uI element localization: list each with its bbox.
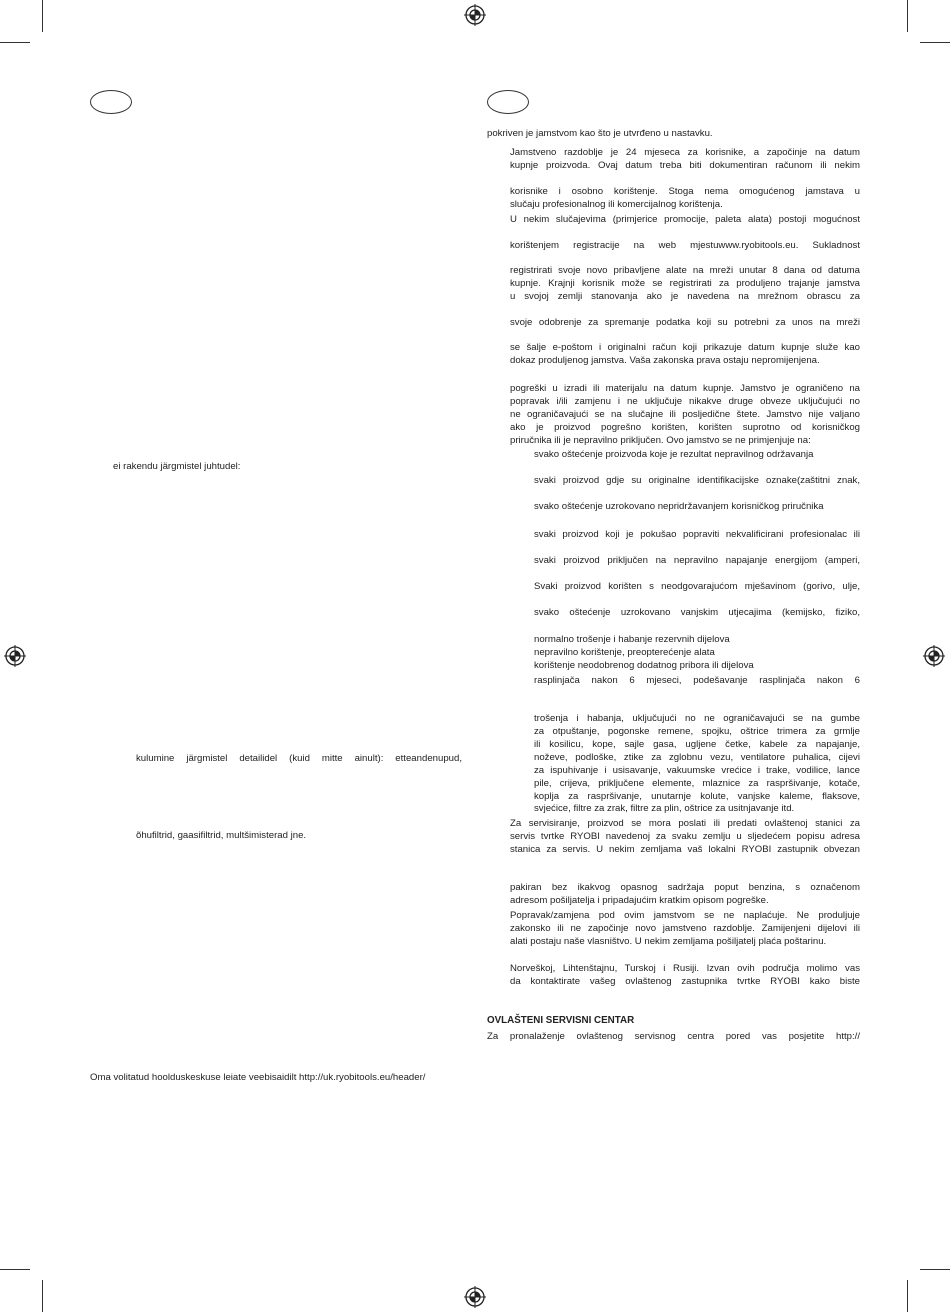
paragraph-line: Popravak/zamjena pod ovim jamstvom se ne naplaćuje. Ne produljuje <box>510 910 860 921</box>
exclusion-item: korištenje neodobrenog dodatnog pribora ili dijelova <box>534 660 754 671</box>
exclusion-item: nepravilno korištenje, preopterećenje alata <box>534 647 715 658</box>
service-center-heading: OVLAŠTENI SERVISNI CENTAR <box>487 1015 635 1026</box>
crop-mark <box>920 42 950 43</box>
paragraph-line: slučaju profesionalnog ili komercijalnog korištenja. <box>510 199 723 210</box>
paragraph-line: Jamstveno razdoblje je 24 mjeseca za korisnike, a započinje na datum <box>510 147 860 158</box>
crop-mark <box>0 42 30 43</box>
crop-mark <box>42 1280 43 1312</box>
exclusion-item: svaki proizvod gdje su originalne identifikacijske oznake(zaštitni znak, <box>534 475 860 486</box>
left-text-line: Oma volitatud hoolduskeskuse leiate veebisaidilt http://uk.ryobitools.eu/header/ <box>90 1072 426 1083</box>
language-badge-oval <box>90 90 132 114</box>
paragraph-line: servis tvrtke RYOBI navedenoj za svaku zemlju u sljedećem popisu adresa <box>510 831 860 842</box>
left-text-line: kulumine järgmistel detailidel (kuid mitte ainult): etteandenupud, <box>136 753 462 764</box>
exclusion-item: pile, crijeva, priključene elemente, mlaznice za raspršivanje, kotače, <box>534 778 860 789</box>
crop-mark <box>42 0 43 32</box>
paragraph-line: svoje odobrenje za spremanje podatka koji su potrebni za unos na mreži <box>510 317 860 328</box>
paragraph-line: registrirati svoje novo pribavljene alate na mreži unutar 8 dana od datuma <box>510 265 860 276</box>
paragraph-line: da kontaktirate vašeg ovlaštenog zastupnika tvrtke RYOBI kako biste <box>510 976 860 987</box>
paragraph-line: u svojoj zemlji stanovanja ako je navedena na mrežnom obrascu za <box>510 291 860 302</box>
crop-mark <box>0 1269 30 1270</box>
paragraph-line: popravak i/ili zamjenu i ne uključuje nikakve druge obveze uključujući no <box>510 396 860 407</box>
left-text-line: ei rakendu järgmistel juhtudel: <box>113 461 241 472</box>
registration-mark-icon <box>923 645 945 667</box>
exclusion-item: za ispuhivanje i usisavanje, vakuumske vrećice i trake, vodilice, lance <box>534 765 860 776</box>
registration-mark-icon <box>464 1286 486 1308</box>
exclusion-item: rasplinjača nakon 6 mjeseci, podešavanje rasplinjača nakon 6 <box>534 675 860 686</box>
exclusion-item: svako oštećenje proizvoda koje je rezultat nepravilnog održavanja <box>534 449 814 460</box>
paragraph-line: se šalje e-poštom i originalni račun koji prikazuje datum kupnje služe kao <box>510 342 860 353</box>
paragraph-line: U nekim slučajevima (primjerice promocije, paleta alata) postoji mogućnost <box>510 214 860 225</box>
crop-mark <box>920 1269 950 1270</box>
intro-line: pokriven je jamstvom kao što je utvrđeno u nastavku. <box>487 128 713 139</box>
paragraph-line: Za servisiranje, proizvod se mora poslati ili predati ovlaštenoj stanici za <box>510 818 860 829</box>
exclusion-item: svako oštećenje uzrokovano vanjskim utjecajima (kemijsko, fiziko, <box>534 607 860 618</box>
exclusion-item: ili kosilicu, kope, sajle gasa, ugljene četke, kabele za napajanje, <box>534 739 860 750</box>
left-text-line: õhufiltrid, gaasifiltrid, multšimisterad jne. <box>136 830 307 841</box>
exclusion-item: svako oštećenje uzrokovano nepridržavanjem korisničkog priručnika <box>534 501 824 512</box>
paragraph-line: pakiran bez ikakvog opasnog sadržaja poput benzina, s označenom <box>510 882 860 893</box>
registration-mark-icon <box>464 4 486 26</box>
crop-mark <box>907 1280 908 1312</box>
paragraph-line: Norveškoj, Lihtenštajnu, Turskoj i Rusiji. Izvan ovih područja molimo vas <box>510 963 860 974</box>
paragraph-line: stanica za servis. U nekim zemljama vaš lokalni RYOBI zastupnik obvezan <box>510 844 860 855</box>
paragraph-line: zakonsko ili ne započinje novo jamstveno razdoblje. Zamijenjeni dijelovi ili <box>510 923 860 934</box>
paragraph-line: korisnike i osobno korištenje. Stoga nema omogućenog jamstava u <box>510 186 860 197</box>
crop-mark <box>907 0 908 32</box>
paragraph-line: korištenjem registracije na web mjestuwww.ryobitools.eu. Sukladnost <box>510 240 860 251</box>
exclusion-item: Svaki proizvod korišten s neodgovarajućom mješavinom (gorivo, ulje, <box>534 581 860 592</box>
paragraph-line: dokaz produljenog jamstva. Vaša zakonska prava ostaju nepromijenjena. <box>510 355 820 366</box>
paragraph-line: pogreški u izradi ili materijalu na datum kupnje. Jamstvo je ograničeno na <box>510 383 860 394</box>
paragraph-line: ako je proizvod pogrešno korišten, korišten suprotno od korisničkog <box>510 422 860 433</box>
language-badge-oval <box>487 90 529 114</box>
exclusion-item: svaki proizvod koji je pokušao popraviti nekvalificirani profesionalac ili <box>534 529 860 540</box>
exclusion-item: svaki proizvod priključen na nepravilno napajanje energijom (amperi, <box>534 555 860 566</box>
paragraph-line: ne ograničavajući se na slučajne ili posljedične štete. Jamstvo nije valjano <box>510 409 860 420</box>
exclusion-item: normalno trošenje i habanje rezervnih dijelova <box>534 634 730 645</box>
exclusion-item: za otpuštanje, pogonske remene, spojku, oštrice trimera za grmlje <box>534 726 860 737</box>
exclusion-item: koplja za raspršivanje, unutarnje kolute, vanjske kaleme, flaksove, <box>534 791 860 802</box>
paragraph-line: kupnje. Krajnji korisnik može se registrirati za produljeno trajanje jamstva <box>510 278 860 289</box>
service-center-text: Za pronalaženje ovlaštenog servisnog centra pored vas posjetite http:// <box>487 1031 860 1042</box>
registration-mark-icon <box>4 645 26 667</box>
paragraph-line: kupnje proizvoda. Ovaj datum treba biti dokumentiran računom ili nekim <box>510 160 860 171</box>
exclusion-item: trošenja i habanja, uključujući no ne ograničavajući se na gumbe <box>534 713 860 724</box>
exclusion-item: noževe, podloške, ztike za zglobnu vezu, ventilatore puhalica, cijevi <box>534 752 860 763</box>
exclusion-item: svjećice, filtre za zrak, filtre za plin, oštrice za usitnjavanje itd. <box>534 803 795 814</box>
paragraph-line: adresom pošiljatelja i pripadajućim kratkim opisom pogreške. <box>510 895 769 906</box>
paragraph-line: alati postaju naše vlasništvo. U nekim zemljama pošiljatelj plaća poštarinu. <box>510 936 827 947</box>
paragraph-line: priručnika ili je nepravilno priključen. Ovo jamstvo se ne primjenjuje na: <box>510 435 811 446</box>
